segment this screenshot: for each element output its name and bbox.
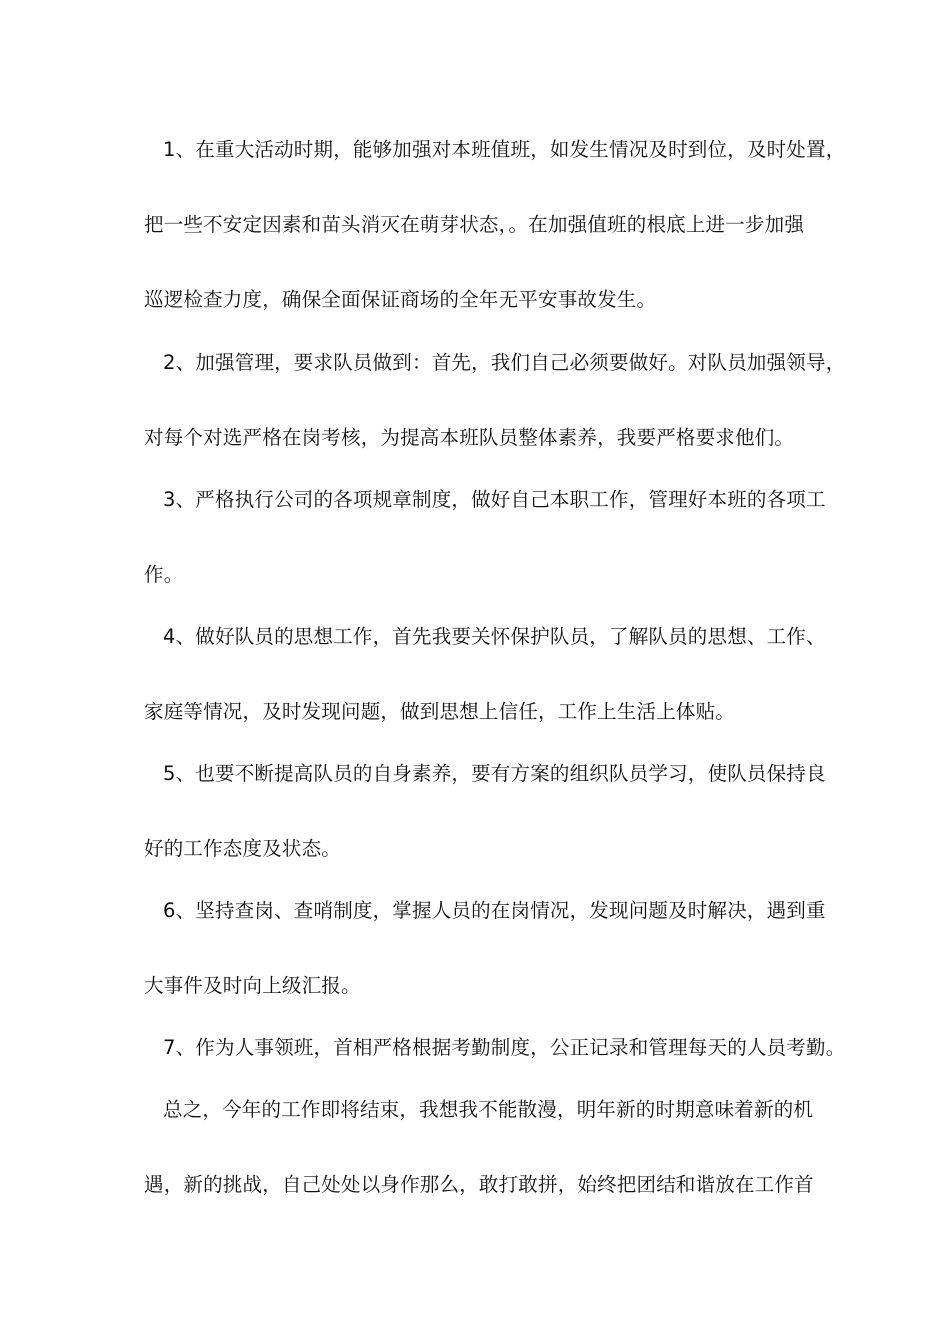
summary-line-2: 遇，新的挑战，自己处处以身作那么，敢打敢拼，始终把团结和谐放在工作首 [144, 1173, 814, 1196]
item-6-line-2: 大事件及时向上级汇报。 [144, 974, 361, 997]
item-1-line-1: 1、在重大活动时期，能够加强对本班值班，如发生情况及时到位，及时处置， [163, 138, 846, 161]
item-5-line-2: 好的工作态度及状态。 [144, 837, 342, 860]
item-5-line-1: 5、也要不断提高队员的自身素养，要有方案的组织队员学习，使队员保持良 [163, 762, 826, 785]
item-2-line-2: 对每个对选严格在岗考核，为提高本班队员整体素养，我要严格要求他们。 [144, 426, 795, 449]
item-2-line-1: 2、加强管理，要求队员做到：首先，我们自己必须要做好。对队员加强领导， [163, 351, 846, 374]
item-3-line-2: 作。 [144, 563, 184, 586]
item-1-line-2: 把一些不安定因素和苗头消灭在萌芽状态，。在加强值班的根底上进一步加强 [144, 213, 805, 236]
item-1-line-3: 巡逻检查力度，确保全面保证商场的全年无平安事故发生。 [144, 288, 657, 311]
summary-line-1: 总之，今年的工作即将结束，我想我不能散漫，明年新的时期意味着新的机 [163, 1098, 814, 1121]
item-3-line-1: 3、严格执行公司的各项规章制度，做好自己本职工作，管理好本班的各项工 [163, 488, 826, 511]
item-4-line-2: 家庭等情况，及时发现问题，做到思想上信任，工作上生活上体贴。 [144, 700, 736, 723]
item-6-line-1: 6、坚持查岗、查哨制度，掌握人员的在岗情况，发现问题及时解决，遇到重 [163, 899, 826, 922]
item-7-line-1: 7、作为人事领班，首相严格根据考勤制度，公正记录和管理每天的人员考勤。 [163, 1036, 846, 1059]
item-4-line-1: 4、做好队员的思想工作，首先我要关怀保护队员，了解队员的思想、工作、 [163, 625, 826, 648]
